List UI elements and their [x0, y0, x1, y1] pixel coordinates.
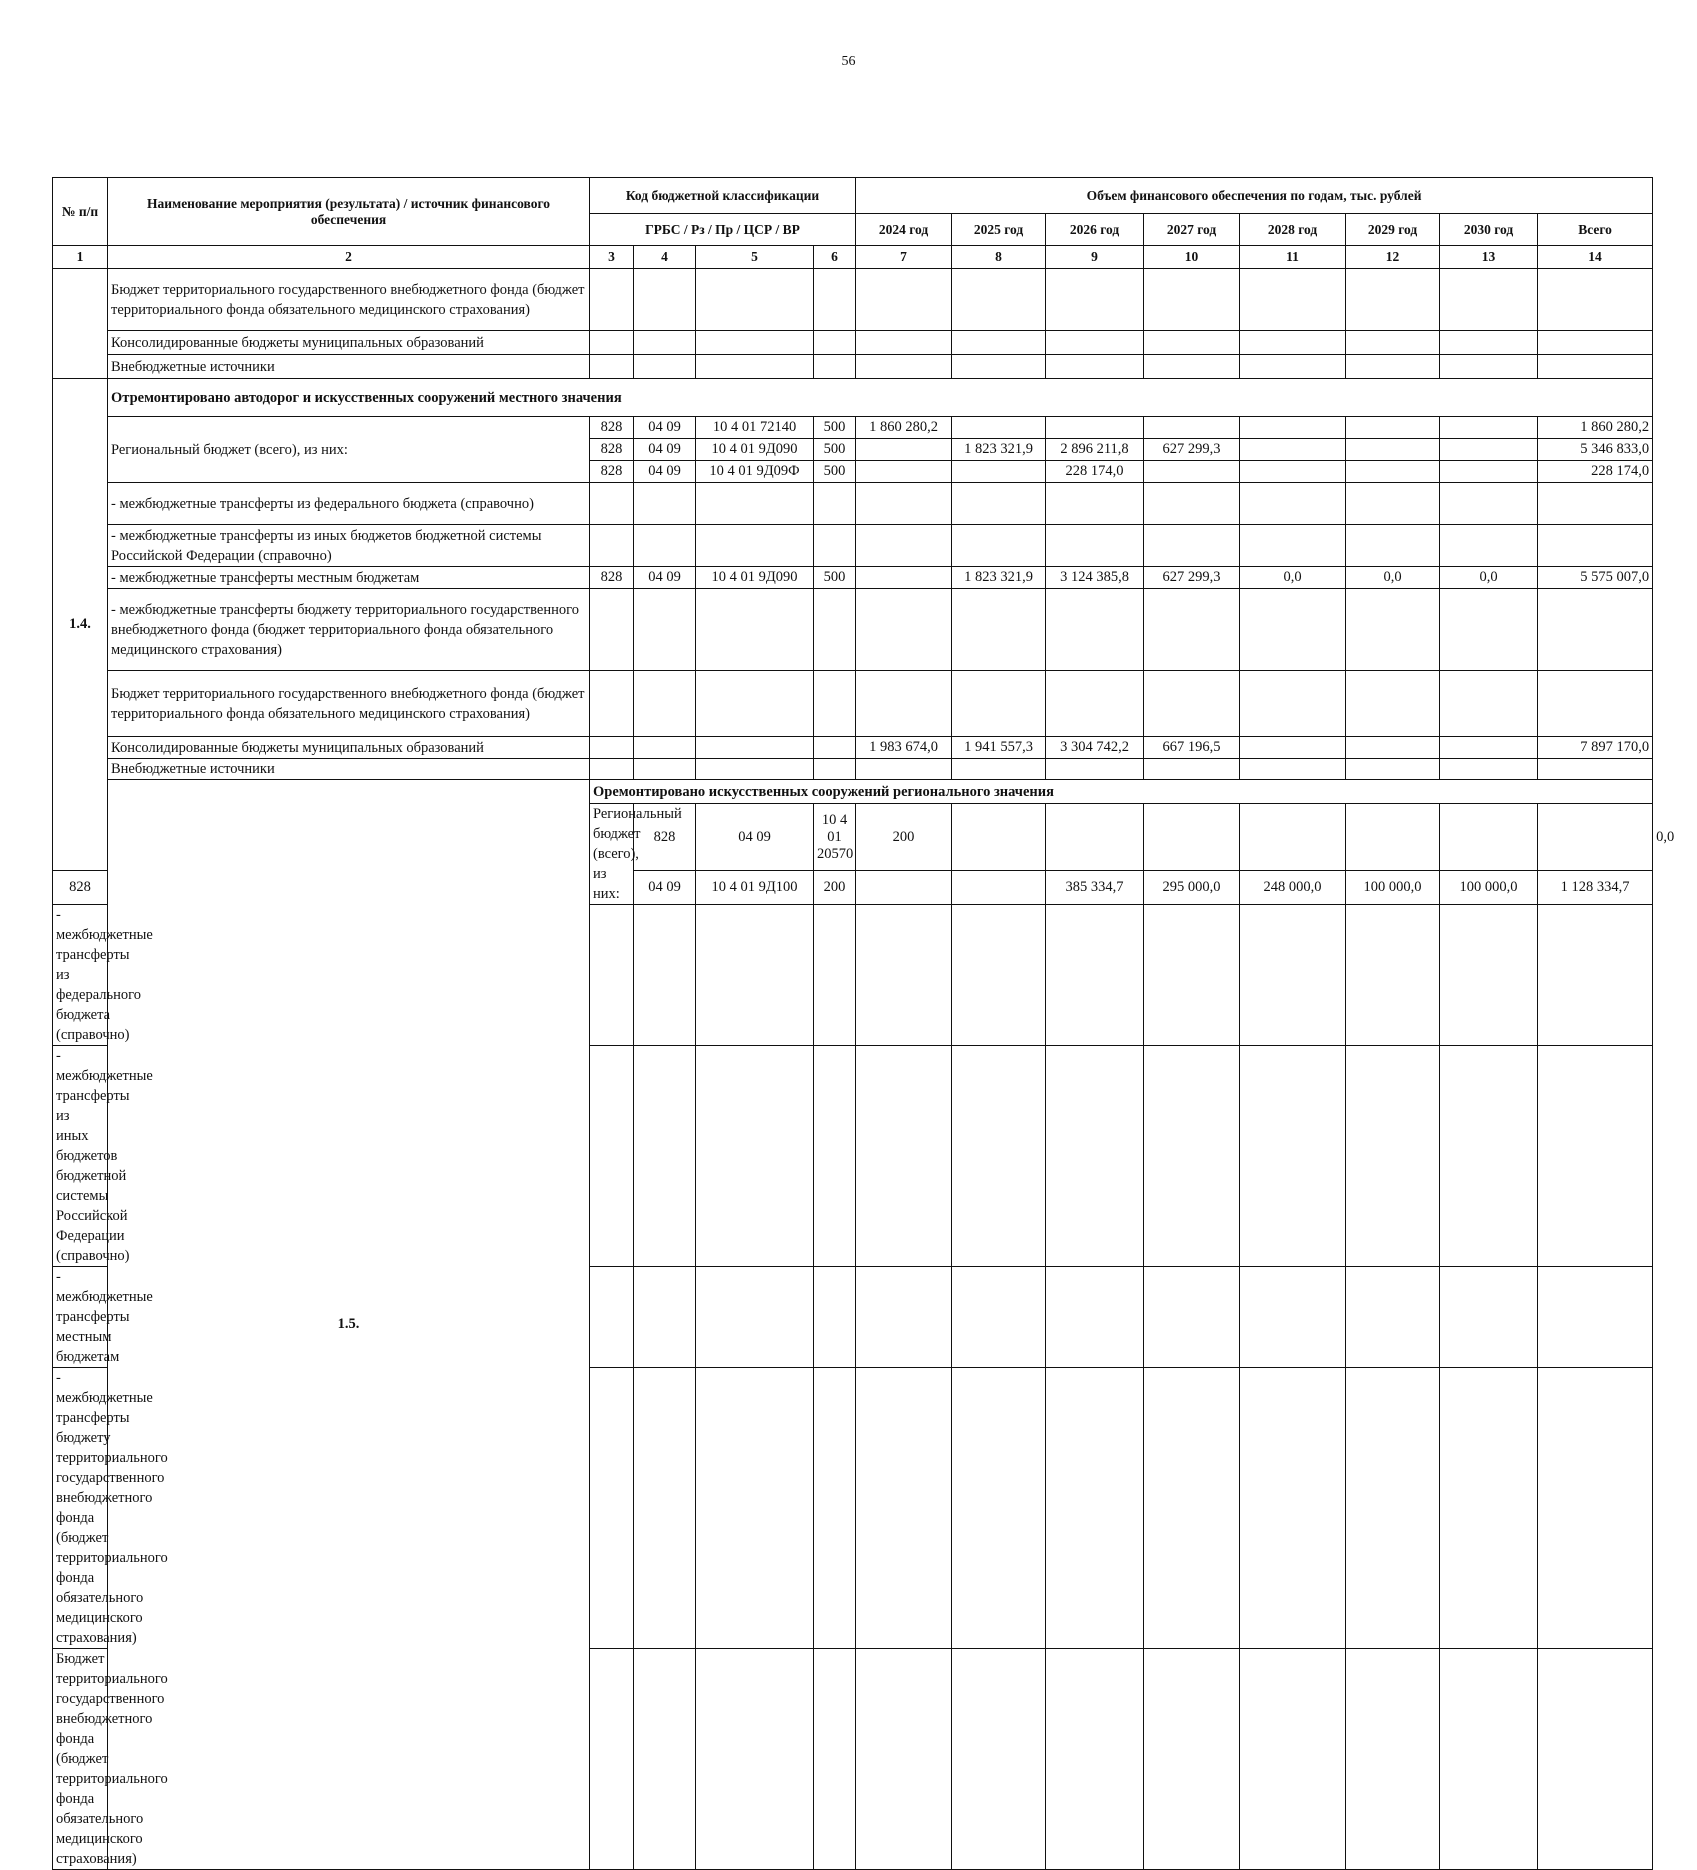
- cell-value: 667 196,5: [1144, 737, 1240, 759]
- column-number: 13: [1440, 246, 1538, 269]
- cell-value: [856, 871, 952, 905]
- cell-rzpr: 04 09: [634, 417, 696, 439]
- table-row: [53, 671, 1653, 737]
- cell-value: [1346, 737, 1440, 759]
- cell-grbs: 828: [53, 871, 108, 905]
- cell-total: 7 897 170,0: [1538, 737, 1653, 759]
- cell-total: 1 128 334,7: [1538, 871, 1653, 905]
- table-row: [53, 589, 1653, 671]
- table-row: [53, 525, 1653, 567]
- column-number: 7: [856, 246, 952, 269]
- header-total: Всего: [1538, 214, 1653, 246]
- cell-value: 1 860 280,2: [856, 417, 952, 439]
- cell-value: [1538, 804, 1653, 871]
- cell-grbs: 828: [590, 461, 634, 483]
- section-title: Оремонтировано искусственных сооружений регионального значения: [590, 780, 1653, 804]
- cell-value: [1240, 461, 1346, 483]
- cell-rzpr: 04 09: [634, 461, 696, 483]
- cell-csr: 10 4 01 9Д090: [696, 567, 814, 589]
- row-label: Внебюджетные источники: [108, 759, 590, 780]
- cell-total: 5 346 833,0: [1538, 439, 1653, 461]
- row-label: Внебюджетные источники: [108, 355, 590, 379]
- header-code-group: Код бюджетной классификации: [590, 178, 856, 214]
- column-number: 3: [590, 246, 634, 269]
- cell-value: [1440, 439, 1538, 461]
- cell-value: [856, 439, 952, 461]
- cell-value: [1240, 417, 1346, 439]
- row-label: - межбюджетные трансферты местным бюджетам: [108, 567, 590, 589]
- cell-value: 100 000,0: [1440, 871, 1538, 905]
- cell-value: [1240, 439, 1346, 461]
- cell-value: [1046, 417, 1144, 439]
- header-num: № п/п: [53, 178, 108, 246]
- cell-vr: 500: [814, 461, 856, 483]
- cell-rzpr: 04 09: [634, 871, 696, 905]
- header-year: 2025 год: [952, 214, 1046, 246]
- cell-csr: 10 4 01 20570: [814, 804, 856, 871]
- cell-vr: 200: [856, 804, 952, 871]
- row-label: - межбюджетные трансферты из федерального бюджета (справочно): [108, 483, 590, 525]
- cell-grbs: 828: [590, 567, 634, 589]
- cell-csr: 10 4 01 72140: [696, 417, 814, 439]
- section-row: [53, 780, 1653, 804]
- cell-value: [1240, 737, 1346, 759]
- section-title: Отремонтировано автодорог и искусственных сооружений местного значения: [108, 379, 1653, 417]
- cell-value: [1346, 461, 1440, 483]
- cell-value: 1 823 321,9: [952, 567, 1046, 589]
- budget-table: [52, 177, 1675, 1870]
- section-number: 1.5.: [108, 780, 590, 1870]
- column-numbers-row: [53, 246, 1653, 269]
- header-year: 2024 год: [856, 214, 952, 246]
- cell-value: [1144, 461, 1240, 483]
- cell-value: [1346, 439, 1440, 461]
- cell-value: 1 823 321,9: [952, 439, 1046, 461]
- cell-value: 0,0: [1440, 567, 1538, 589]
- column-number: 12: [1346, 246, 1440, 269]
- table-row: [53, 355, 1653, 379]
- header-volume-group: Объем финансового обеспечения по годам, тыс. рублей: [856, 178, 1653, 214]
- column-number: 10: [1144, 246, 1240, 269]
- table-row: [53, 269, 1653, 331]
- cell-csr: 10 4 01 9Д090: [696, 439, 814, 461]
- column-number: 2: [108, 246, 590, 269]
- cell-value: [1440, 461, 1538, 483]
- row-label: Консолидированные бюджеты муниципальных образований: [108, 737, 590, 759]
- cell-value: [952, 871, 1046, 905]
- cell-value: 1 941 557,3: [952, 737, 1046, 759]
- header-name: Наименование мероприятия (результата) / источник финансового обеспечения: [108, 178, 590, 246]
- table-row: [53, 331, 1653, 355]
- cell-value: [952, 804, 1046, 871]
- cell-value: [1346, 804, 1440, 871]
- cell-value: [856, 461, 952, 483]
- cell-vr: 200: [814, 871, 856, 905]
- row-label: - межбюджетные трансферты из иных бюджетов бюджетной системы Российской Федерации (справочно): [53, 1046, 108, 1267]
- cell-value: [1440, 417, 1538, 439]
- cell-value: [856, 567, 952, 589]
- cell-grbs: 828: [634, 804, 696, 871]
- table-row: [53, 417, 1653, 439]
- row-label: - межбюджетные трансферты бюджету территориального государственного внебюджетного фонда (бюджет территориального фонда обязательного медицинского страхования): [108, 589, 590, 671]
- column-number: 14: [1538, 246, 1653, 269]
- cell-vr: 500: [814, 417, 856, 439]
- cell-value: [1440, 737, 1538, 759]
- column-number: 5: [696, 246, 814, 269]
- cell-value: 0,0: [1346, 567, 1440, 589]
- cell-total: 5 575 007,0: [1538, 567, 1653, 589]
- cell-value: 385 334,7: [1046, 871, 1144, 905]
- cell-value: 3 124 385,8: [1046, 567, 1144, 589]
- header-code-sub: ГРБС / Рз / Пр / ЦСР / ВР: [590, 214, 856, 246]
- column-number: 4: [634, 246, 696, 269]
- cell-value: 295 000,0: [1144, 871, 1240, 905]
- cell-csr: 10 4 01 9Д100: [696, 871, 814, 905]
- row-label: - межбюджетные трансферты местным бюджетам: [53, 1267, 108, 1368]
- cell-value: [952, 417, 1046, 439]
- table-row: [53, 759, 1653, 780]
- section-row: [53, 379, 1653, 417]
- cell-value: [1144, 804, 1240, 871]
- cell-total: 228 174,0: [1538, 461, 1653, 483]
- header-year: 2030 год: [1440, 214, 1538, 246]
- cell-grbs: 828: [590, 417, 634, 439]
- column-number: 11: [1240, 246, 1346, 269]
- row-label: Бюджет территориального государственного внебюджетного фонда (бюджет территориального фонда обязательного медицинского страхования): [108, 269, 590, 331]
- cell-grbs: 828: [590, 439, 634, 461]
- cell-value: 248 000,0: [1240, 871, 1346, 905]
- cell-value: [1440, 804, 1538, 871]
- cell-rzpr: 04 09: [634, 439, 696, 461]
- column-number: 8: [952, 246, 1046, 269]
- cell-value: 1 983 674,0: [856, 737, 952, 759]
- cell-value: [1144, 417, 1240, 439]
- cell-vr: 500: [814, 439, 856, 461]
- cell-value: 100 000,0: [1346, 871, 1440, 905]
- table-row: [53, 737, 1653, 759]
- cell-value: [1046, 804, 1144, 871]
- header-year: 2027 год: [1144, 214, 1240, 246]
- row-label: Бюджет территориального государственного внебюджетного фонда (бюджет территориального фонда обязательного медицинского страхования): [108, 671, 590, 737]
- row-label: - межбюджетные трансферты из федерального бюджета (справочно): [53, 905, 108, 1046]
- cell-rzpr: 04 09: [634, 567, 696, 589]
- cell-rzpr: 04 09: [696, 804, 814, 871]
- row-label: Региональный бюджет (всего), из них:: [108, 417, 590, 483]
- table-row: Региональный бюджет (всего), из них: 828 04 09 10 4 01 20570 200 0,0: [53, 804, 1653, 871]
- cell-total: 1 860 280,2: [1538, 417, 1653, 439]
- row-label: Бюджет территориального государственного внебюджетного фонда (бюджет территориального фонда обязательного медицинского страхования): [53, 1649, 108, 1870]
- section-number: 1.4.: [53, 379, 108, 871]
- table-row: [53, 567, 1653, 589]
- row-label: Региональный бюджет (всего), из них:: [590, 804, 634, 905]
- row-label: Консолидированные бюджеты муниципальных образований: [108, 331, 590, 355]
- cell-csr: 10 4 01 9Д09Ф: [696, 461, 814, 483]
- cell-value: [1346, 417, 1440, 439]
- cell-value: [952, 461, 1046, 483]
- cell-value: 627 299,3: [1144, 567, 1240, 589]
- cell-value: [1240, 804, 1346, 871]
- cell-value: 0,0: [1240, 567, 1346, 589]
- column-number: 9: [1046, 246, 1144, 269]
- cell-value: 627 299,3: [1144, 439, 1240, 461]
- cell-vr: 500: [814, 567, 856, 589]
- cell-value: 2 896 211,8: [1046, 439, 1144, 461]
- header-year: 2026 год: [1046, 214, 1144, 246]
- header-year: 2028 год: [1240, 214, 1346, 246]
- column-number: 6: [814, 246, 856, 269]
- row-label: - межбюджетные трансферты бюджету территориального государственного внебюджетного фонда (бюджет территориального фонда обязательного медицинского страхования): [53, 1368, 108, 1649]
- cell-value: 228 174,0: [1046, 461, 1144, 483]
- cell-value: 3 304 742,2: [1046, 737, 1144, 759]
- column-number: 1: [53, 246, 108, 269]
- header-year: 2029 год: [1346, 214, 1440, 246]
- table-row: [53, 483, 1653, 525]
- page-number: 56: [841, 54, 856, 69]
- row-label: - межбюджетные трансферты из иных бюджетов бюджетной системы Российской Федерации (справочно): [108, 525, 590, 567]
